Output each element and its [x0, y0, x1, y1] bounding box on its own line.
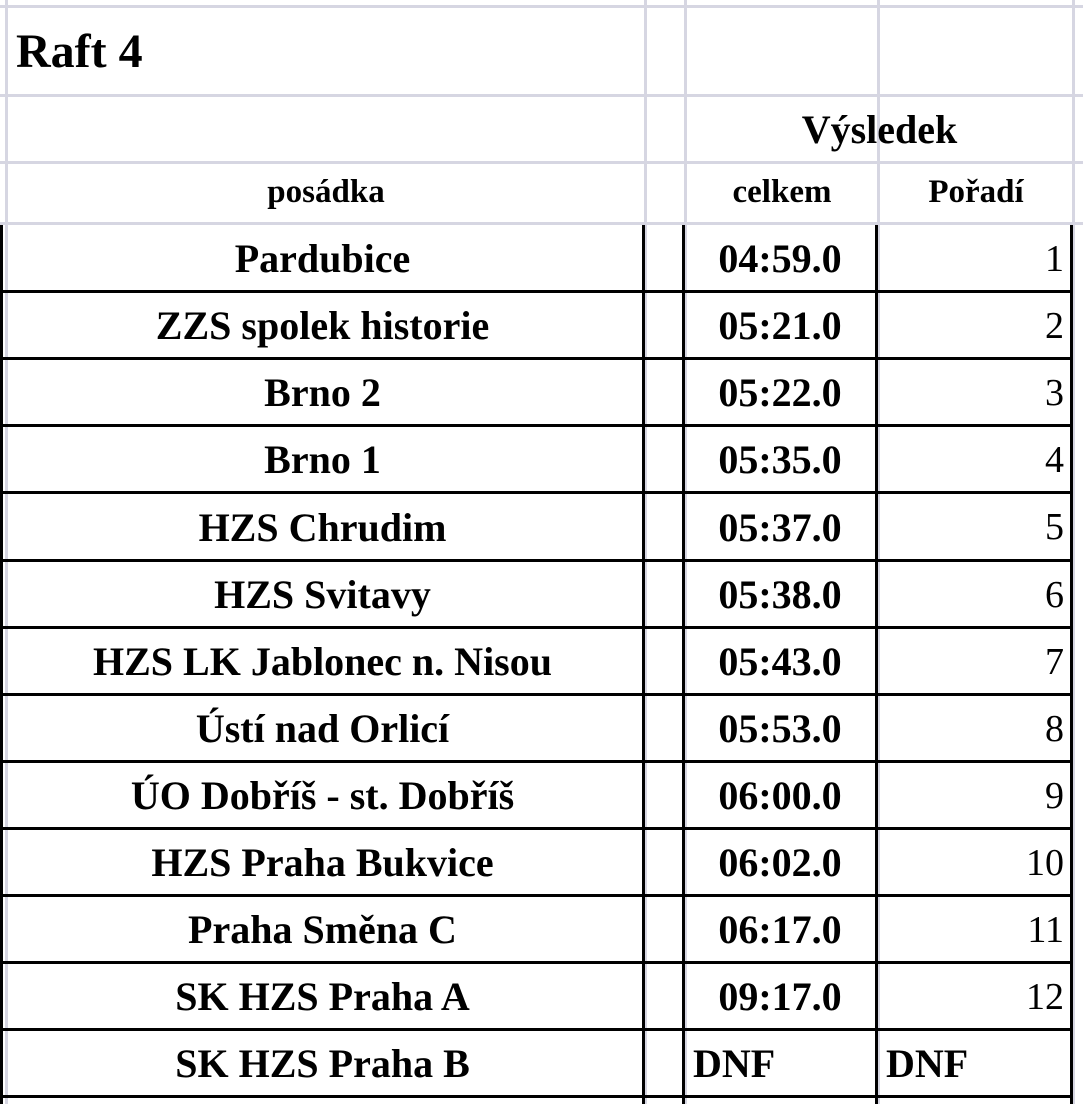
total-time-cell: 06:17.0: [718, 907, 842, 952]
rank-cell: 2: [1045, 304, 1064, 347]
crew-name-cell: Brno 1: [264, 437, 381, 482]
crew-name-cell: HZS Chrudim: [198, 504, 447, 550]
crew-name-cell: ZZS spolek historie: [155, 303, 490, 348]
total-time-cell: 06:00.0: [718, 773, 842, 818]
crew-name-cell: Praha Směna C: [188, 907, 457, 952]
rank-cell: 7: [1045, 640, 1064, 683]
crew-name-cell: HZS Praha Bukvice: [151, 840, 494, 885]
total-time-cell: 05:22.0: [718, 370, 842, 415]
rank-cell: 4: [1045, 438, 1064, 481]
rank-cell: 11: [1027, 908, 1064, 951]
rank-cell: 1: [1045, 237, 1064, 280]
total-time-cell: 05:43.0: [718, 639, 842, 684]
result-header: Výsledek: [801, 106, 958, 152]
crew-name-cell: Ústí nad Orlicí: [195, 706, 450, 751]
total-time-cell: DNF: [693, 1041, 776, 1086]
total-time-cell: 04:59.0: [718, 236, 842, 281]
total-time-cell: 05:21.0: [718, 303, 842, 348]
grid-line: [0, 5, 1083, 8]
crew-column-header: posádka: [267, 174, 385, 210]
rank-cell: 10: [1026, 841, 1064, 884]
total-time-cell: 05:38.0: [718, 572, 842, 617]
crew-name-cell: Pardubice: [234, 236, 411, 281]
crew-name-cell: ÚO Dobříš - st. Dobříš: [130, 773, 515, 818]
rank-cell: 3: [1045, 371, 1064, 414]
sheet-title: Raft 4: [16, 24, 143, 78]
rank-cell: 8: [1045, 707, 1064, 750]
rank-cell: 9: [1045, 774, 1064, 817]
rank-cell: 5: [1045, 506, 1064, 548]
total-column-header: celkem: [732, 174, 832, 210]
total-time-cell: 05:35.0: [718, 437, 842, 482]
total-time-cell: 06:02.0: [718, 840, 842, 885]
total-time-cell: 09:17.0: [718, 974, 842, 1019]
crew-name-cell: Brno 2: [264, 370, 381, 415]
total-time-cell: 05:37.0: [718, 504, 842, 550]
rank-cell: DNF: [886, 1041, 969, 1086]
rank-cell: 6: [1045, 573, 1064, 616]
total-time-cell: 05:53.0: [718, 706, 842, 751]
crew-name-cell: HZS LK Jablonec n. Nisou: [92, 639, 552, 684]
crew-name-cell: HZS Svitavy: [214, 572, 431, 617]
crew-name-cell: SK HZS Praha B: [175, 1041, 470, 1086]
crew-name-cell: SK HZS Praha A: [175, 974, 470, 1019]
rank-cell: 12: [1026, 975, 1064, 1018]
rank-column-header: Pořadí: [928, 174, 1024, 210]
